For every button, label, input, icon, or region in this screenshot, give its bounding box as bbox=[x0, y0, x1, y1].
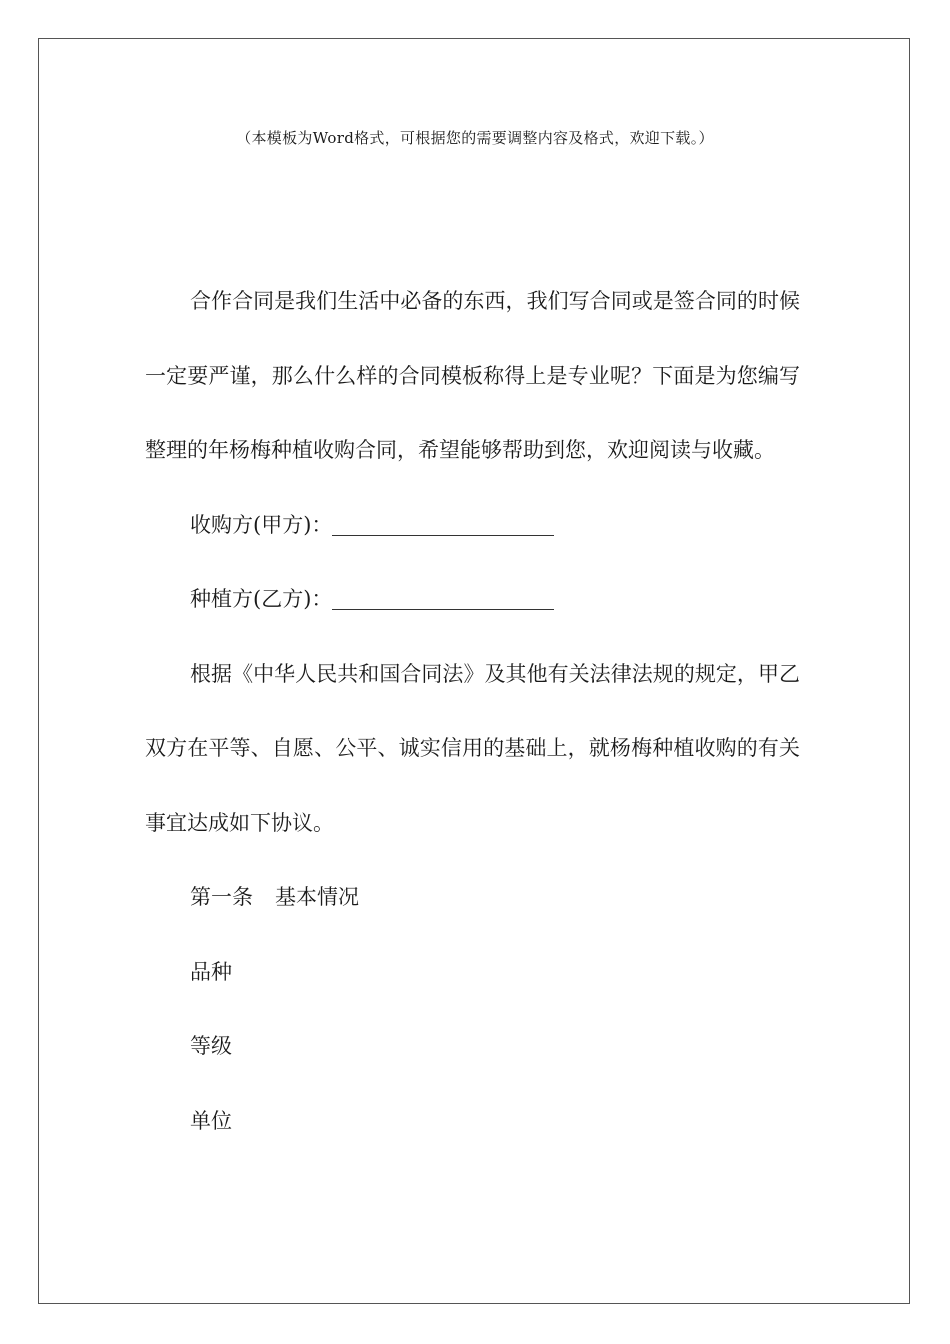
item-grade: 等级 bbox=[190, 1034, 232, 1058]
item-unit: 单位 bbox=[190, 1108, 232, 1133]
basis-paragraph: 根据《中华人民共和国合同法》及其他有关法律法规的规定，甲乙双方在平等、自愿、公平、诚实信用的基础上，就杨梅种植收购的有关事宜达成如下协议。 bbox=[145, 661, 800, 835]
template-note: （本模板为Word格式，可根据您的需要调整内容及格式，欢迎下载。） bbox=[236, 129, 714, 147]
article-1-heading bbox=[145, 860, 800, 935]
document-body bbox=[145, 264, 800, 1158]
item-variety: 品种 bbox=[190, 959, 232, 984]
party-a-label: 收购方(甲方)： bbox=[190, 512, 333, 537]
party-a-blank bbox=[332, 513, 554, 536]
party-a-line bbox=[145, 488, 800, 563]
party-b-blank bbox=[332, 587, 554, 610]
intro-paragraph: 合作合同是我们生活中必备的东西，我们写合同或是签合同的时候一定要严谨，那么什么样的合同模板称得上是专业呢？下面是为您编写整理的年杨梅种植收购合同，希望能够帮助到您，欢迎阅读与收藏。 bbox=[145, 289, 800, 462]
article-1-title: 基本情况 bbox=[275, 885, 359, 909]
article-1-number: 第一条 bbox=[190, 885, 253, 909]
party-b-label: 种植方(乙方)： bbox=[190, 587, 333, 611]
party-b-line bbox=[145, 562, 800, 637]
